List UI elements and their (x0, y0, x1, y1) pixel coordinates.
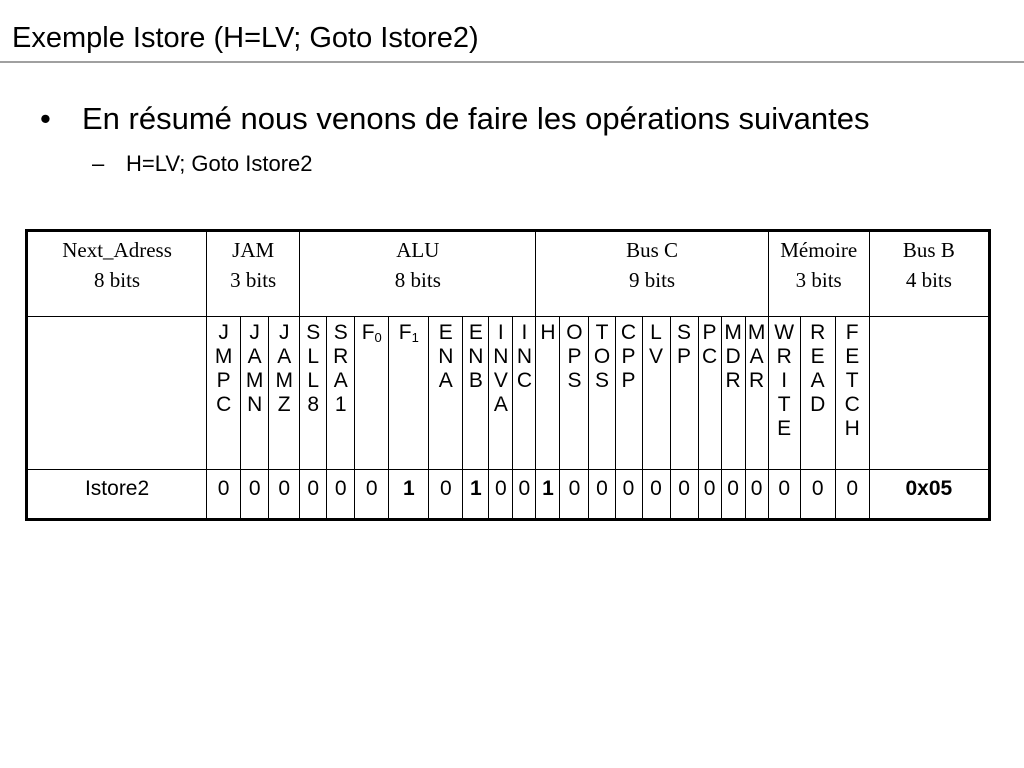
istore2-row (27, 470, 990, 520)
bit-value: 0 (835, 470, 869, 520)
bit-value: 0 (241, 470, 269, 520)
signal-letter: M (747, 321, 766, 344)
signal-letter: 1 (334, 393, 347, 416)
signal-letter: A (749, 345, 764, 368)
signal-name-cell (300, 317, 327, 470)
dash-marker: – (92, 151, 105, 176)
signal-letter: A (493, 393, 508, 416)
signal-letter: J (278, 321, 290, 344)
header-row (27, 231, 990, 317)
signal-letter: L (307, 369, 320, 392)
signal-names-row (27, 317, 990, 470)
signal-letter: B (468, 369, 483, 392)
signal-base: F (398, 321, 412, 344)
signal-letter: R (749, 369, 765, 392)
signal-subscript: 1 (411, 330, 419, 345)
signal-letter: E (777, 417, 792, 440)
signal-letter (389, 321, 428, 345)
signal-name-cell (615, 317, 642, 470)
group-bus-b: Bus B 4 bits (869, 231, 989, 317)
slide-title: Exemple Istore (H=LV; Goto Istore2) (12, 22, 479, 54)
signal-bus-b-blank (869, 317, 989, 470)
bit-value: 0 (698, 470, 721, 520)
signal-letter: Z (277, 393, 291, 416)
signal-name-cell (589, 317, 615, 470)
signal-letter: I (497, 321, 504, 344)
signal-name-cell (670, 317, 698, 470)
signal-subscript: 0 (374, 330, 382, 345)
signal-letter: C (516, 369, 532, 392)
bit-value: 0 (589, 470, 615, 520)
signal-letter: N (468, 345, 484, 368)
signal-letter: L (307, 345, 320, 368)
signal-letter: E (810, 345, 825, 368)
signal-letter: P (621, 369, 636, 392)
signal-letter: F (845, 321, 859, 344)
signal-name-cell (698, 317, 721, 470)
group-jam: JAM 3 bits (207, 231, 300, 317)
signal-letter: S (567, 369, 582, 392)
bit-value: 0 (642, 470, 670, 520)
signal-letter: N (493, 345, 509, 368)
signal-letter: J (249, 321, 260, 344)
signal-letter: A (247, 345, 262, 368)
signal-letter: C (844, 393, 860, 416)
bit-value: 0 (615, 470, 642, 520)
bit-value: 1 (536, 470, 560, 520)
signal-letter: J (218, 321, 229, 344)
signal-letter: R (810, 321, 826, 344)
group-alu: ALU 8 bits (300, 231, 536, 317)
signal-name-cell (835, 317, 869, 470)
signal-letter: T (777, 393, 791, 416)
signal-name-cell (513, 317, 536, 470)
bit-value: 0 (489, 470, 513, 520)
signal-letter: P (702, 321, 717, 344)
bit-value: 0 (355, 470, 389, 520)
signal-letter: A (277, 345, 292, 368)
signal-letter: L (650, 321, 662, 344)
signal-letter: D (725, 345, 741, 368)
bullet-item (40, 101, 870, 137)
bit-value: 0 (721, 470, 745, 520)
signal-address-blank (27, 317, 207, 470)
signal-name-cell (560, 317, 589, 470)
bullet-text: En résumé nous venons de faire les opérations suivantes (82, 101, 870, 136)
bit-value: 0 (207, 470, 241, 520)
bullet-marker: • (40, 101, 51, 136)
signal-name-cell (327, 317, 355, 470)
bit-value: 0 (269, 470, 300, 520)
signal-letter: E (438, 321, 453, 344)
bit-value: 0 (300, 470, 327, 520)
signal-name-cell (463, 317, 489, 470)
signal-letter: A (333, 369, 348, 392)
signal-name-cell (207, 317, 241, 470)
signal-letter: H (540, 321, 556, 344)
signal-letter: I (521, 321, 528, 344)
signal-letter: M (245, 369, 264, 392)
signal-letter: R (776, 345, 792, 368)
sub-bullet-text: H=LV; Goto Istore2 (126, 151, 313, 176)
signal-letter: P (216, 369, 231, 392)
signal-letter: E (845, 345, 860, 368)
bit-value: 0 (670, 470, 698, 520)
signal-letter: M (275, 369, 293, 392)
signal-name-cell (721, 317, 745, 470)
signal-name-cell (355, 317, 389, 470)
signal-name-cell (642, 317, 670, 470)
bit-value: 0 (800, 470, 835, 520)
signal-name-cell (429, 317, 463, 470)
signal-letter: T (595, 321, 609, 344)
bit-value: 0 (745, 470, 768, 520)
signal-letter: C (620, 321, 637, 344)
signal-letter: S (594, 369, 609, 392)
signal-letter: R (333, 345, 349, 368)
signal-letter: W (774, 321, 795, 344)
signal-name-cell (241, 317, 269, 470)
bit-value: 1 (389, 470, 429, 520)
signal-letter: H (844, 417, 860, 440)
signal-letter: S (677, 321, 692, 344)
signal-letter: R (725, 369, 741, 392)
signal-letter: A (438, 369, 453, 392)
signal-letter: A (810, 369, 825, 392)
group-bus-c: Bus C 9 bits (536, 231, 768, 317)
signal-letter: M (724, 321, 742, 344)
signal-letter: P (567, 345, 582, 368)
signal-letter: C (701, 345, 718, 368)
signal-letter (355, 321, 388, 345)
bit-value: 0 (327, 470, 355, 520)
title-divider (0, 61, 1024, 63)
signal-letter: S (306, 321, 321, 344)
signal-letter: 8 (307, 393, 320, 416)
signal-letter: P (621, 345, 636, 368)
bit-value: 0 (768, 470, 800, 520)
signal-letter: V (649, 345, 664, 368)
signal-name-cell (745, 317, 768, 470)
signal-letter: V (493, 369, 508, 392)
microinstruction-table (25, 229, 991, 521)
signal-name-cell (800, 317, 835, 470)
signal-letter: T (845, 369, 859, 392)
row-address: Istore2 (27, 470, 207, 520)
sub-bullet-item (92, 151, 312, 177)
signal-letter: N (438, 345, 454, 368)
bit-value: 0 (429, 470, 463, 520)
signal-letter: P (677, 345, 692, 368)
signal-name-cell (389, 317, 429, 470)
signal-letter: I (781, 369, 788, 392)
bit-value: 0 (560, 470, 589, 520)
signal-letter: C (216, 393, 232, 416)
signal-letter: N (516, 345, 532, 368)
signal-letter: O (593, 345, 611, 368)
signal-base: F (361, 321, 375, 344)
signal-letter: N (247, 393, 263, 416)
group-next-address: Next_Adress 8 bits (27, 231, 207, 317)
signal-name-cell (536, 317, 560, 470)
signal-name-cell (489, 317, 513, 470)
bit-value: 1 (463, 470, 489, 520)
signal-letter: O (566, 321, 583, 344)
signal-name-cell (269, 317, 300, 470)
signal-letter: M (214, 345, 233, 368)
signal-name-cell (768, 317, 800, 470)
bit-value: 0 (513, 470, 536, 520)
signal-letter: D (810, 393, 826, 416)
row-bus-b-value: 0x05 (869, 470, 989, 520)
group-memoire: Mémoire 3 bits (768, 231, 869, 317)
signal-letter: E (468, 321, 483, 344)
signal-letter: S (333, 321, 348, 344)
